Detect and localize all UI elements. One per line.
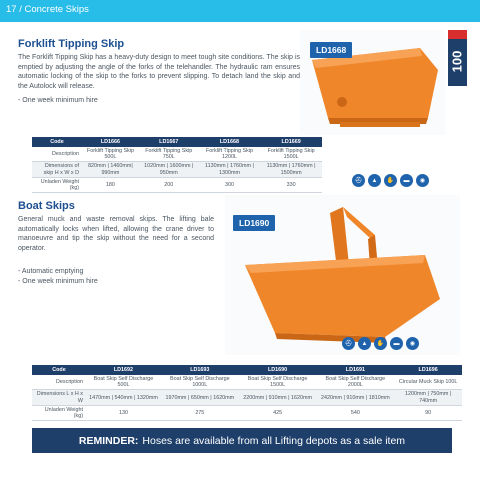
table-cell: 1130mm | 1760mm | 1500mm xyxy=(260,162,322,177)
forklift-bullets xyxy=(18,96,98,106)
boat-bullets xyxy=(18,267,98,286)
boat-model-tag: LD1690 xyxy=(233,215,275,231)
table-cell: 425 xyxy=(239,405,317,420)
table-cell: 540 xyxy=(316,405,394,420)
table-row xyxy=(32,375,462,390)
table-cell: 330 xyxy=(260,177,322,192)
table-cell: 2420mm | 910mm | 1810mm xyxy=(316,390,394,405)
table-cell: Forklift Tipping Skip 1500L xyxy=(260,147,322,162)
table-cell: 90 xyxy=(394,405,462,420)
hard-hat-icon: ⛑ xyxy=(352,174,365,187)
table-header-row xyxy=(32,137,322,147)
table-header-cell: LD1693 xyxy=(161,365,239,375)
boat-description: General muck and waste removal skips. The lifting bale automatically locks when lifted, allowing the crane driver to manoeuvre and tip the skip without the need for a second operator. xyxy=(18,216,214,252)
table-row xyxy=(32,390,462,405)
table-cell: Dimensions of skip H x W x D xyxy=(32,162,82,177)
breadcrumb: 17 / Concrete Skips xyxy=(6,4,89,15)
table-cell: Description xyxy=(32,147,82,162)
table-cell: 275 xyxy=(161,405,239,420)
table-cell: 130 xyxy=(86,405,161,420)
boat-bullet: - One week minimum hire xyxy=(18,277,98,287)
table-cell: 1020mm | 1600mm | 950mm xyxy=(139,162,199,177)
table-cell: Boat Skip Self Discharge 1000L xyxy=(161,375,239,390)
table-cell: Unladen Weight (kg) xyxy=(32,177,82,192)
table-header-cell: Code xyxy=(32,137,82,147)
table-cell: Forklift Tipping Skip 750L xyxy=(139,147,199,162)
reminder-text: Hoses are available from all Lifting depots as a sale item xyxy=(142,434,406,447)
forklift-description: The Forklift Tipping Skip has a heavy-duty design to meet tough site conditions. The skip is emptied by adjusting the angle of the forks of the telehandler. The hydraulic ram ensures automatic locking of the skip to the forks to prevent slipping. To detach land the skip and the Autolock will release. xyxy=(18,54,300,90)
eye-protection-icon: ◉ xyxy=(406,337,419,350)
safety-boots-icon: ▬ xyxy=(390,337,403,350)
table-header-row xyxy=(32,365,462,375)
ppe-icons-forklift xyxy=(352,174,429,187)
gloves-icon: ✋ xyxy=(384,174,397,187)
table-cell: 1200mm | 750mm | 740mm xyxy=(394,390,462,405)
reminder-banner xyxy=(32,428,452,453)
table-cell: Circular Muck Skip 100L xyxy=(394,375,462,390)
table-cell: Boat Skip Self Discharge 2000L xyxy=(316,375,394,390)
forklift-model-tag: LD1668 xyxy=(310,42,352,58)
table-cell: 1970mm | 650mm | 1620mm xyxy=(161,390,239,405)
forklift-bullet: - One week minimum hire xyxy=(18,96,98,106)
table-cell: 200 xyxy=(139,177,199,192)
forklift-skip-image xyxy=(300,30,445,135)
table-cell: 1130mm | 1760mm | 1300mm xyxy=(199,162,261,177)
table-cell: 2200mm | 910mm | 1620mm xyxy=(239,390,317,405)
boat-spec-table xyxy=(32,365,462,421)
ppe-icons-boat xyxy=(342,337,419,350)
boat-section-title: Boat Skips xyxy=(18,200,75,212)
page-header xyxy=(0,0,480,22)
table-header-cell: LD1696 xyxy=(394,365,462,375)
table-row xyxy=(32,177,322,192)
table-cell: Forklift Tipping Skip 500L xyxy=(82,147,139,162)
table-cell: Unladen Weight (kg) xyxy=(32,405,86,420)
table-header-cell: LD1691 xyxy=(316,365,394,375)
safety-boots-icon: ▬ xyxy=(400,174,413,187)
hard-hat-icon: ⛑ xyxy=(342,337,355,350)
table-header-cell: LD1668 xyxy=(199,137,261,147)
table-cell: 180 xyxy=(82,177,139,192)
eye-protection-icon: ◉ xyxy=(416,174,429,187)
table-cell: Boat Skip Self Discharge 1500L xyxy=(239,375,317,390)
table-cell: Forklift Tipping Skip 1200L xyxy=(199,147,261,162)
boat-skip-image xyxy=(225,195,460,355)
reminder-label: REMINDER: xyxy=(78,434,139,447)
table-row xyxy=(32,162,322,177)
gloves-icon: ✋ xyxy=(374,337,387,350)
badge-number: 100 xyxy=(449,50,465,73)
table-header-cell: LD1690 xyxy=(239,365,317,375)
table-cell: Description xyxy=(32,375,86,390)
boat-bullet: - Automatic emptying xyxy=(18,267,98,277)
forklift-spec-table xyxy=(32,137,322,193)
table-cell: 1470mm | 540mm | 1320mm xyxy=(86,390,161,405)
table-header-cell: LD1669 xyxy=(260,137,322,147)
hi-vis-icon: ▲ xyxy=(358,337,371,350)
table-cell: 300 xyxy=(199,177,261,192)
capacity-badge xyxy=(448,30,467,86)
table-cell: Dimensions L x H x W xyxy=(32,390,86,405)
hi-vis-icon: ▲ xyxy=(368,174,381,187)
table-cell: Boat Skip Self Discharge 500L xyxy=(86,375,161,390)
table-header-cell: LD1692 xyxy=(86,365,161,375)
table-header-cell: LD1666 xyxy=(82,137,139,147)
table-header-cell: Code xyxy=(32,365,86,375)
forklift-section-title: Forklift Tipping Skip xyxy=(18,38,125,50)
table-row xyxy=(32,405,462,420)
table-row xyxy=(32,147,322,162)
table-header-cell: LD1667 xyxy=(139,137,199,147)
table-cell: 820mm | 1460mm| 990mm xyxy=(82,162,139,177)
